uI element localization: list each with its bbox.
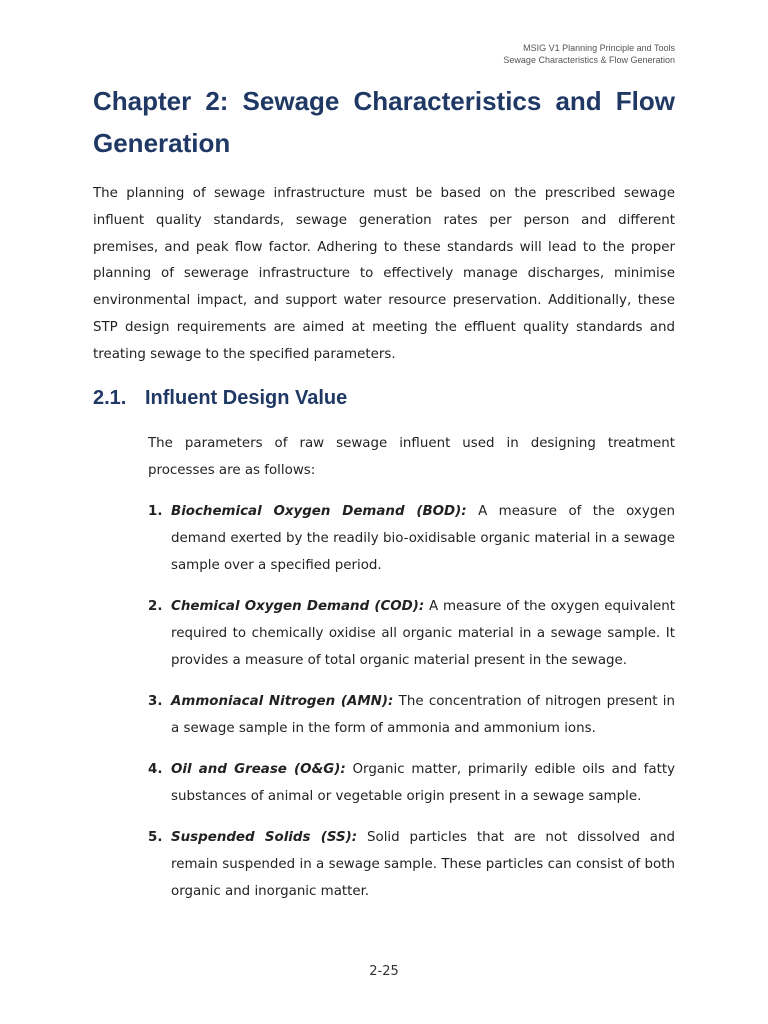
running-header — [503, 42, 675, 66]
list-item-term: Ammoniacal Nitrogen (AMN): — [171, 694, 394, 709]
section-heading — [93, 383, 347, 413]
chapter-title: Chapter 2: Sewage Characteristics and Flow Generation — [93, 86, 675, 158]
list-item-term: Chemical Oxygen Demand (COD): — [171, 599, 425, 614]
list-item-number: 1. — [148, 504, 163, 519]
list-item-term: Oil and Grease (O&G): — [171, 762, 346, 777]
list-item — [148, 825, 675, 905]
list-item-body — [171, 757, 675, 811]
list-item — [148, 499, 675, 579]
list-item-number: 4. — [148, 762, 163, 777]
list-item-body — [171, 689, 675, 743]
list-item — [148, 757, 675, 811]
list-item-description: Solid particles that are not dissolved and remain suspended in a sewage sample. These particles can consist of both organic and inorganic matter. — [171, 830, 675, 899]
list-item-description: A measure of the oxygen demand exerted by the readily bio-oxidisable organic material in a sewage sample over a specified period. — [171, 504, 676, 573]
section-intro-paragraph: The parameters of raw sewage influent used in designing treatment processes are as follows: — [148, 436, 675, 478]
list-item-body — [171, 499, 675, 579]
list-item-description: The concentration of nitrogen present in a sewage sample in the form of ammonia and ammonium ions. — [171, 694, 675, 736]
list-item-number: 5. — [148, 830, 163, 845]
list-item-number: 2. — [148, 599, 163, 614]
section-number: 2.1. — [93, 387, 127, 409]
list-item-number: 3. — [148, 694, 163, 709]
list-item — [148, 594, 675, 674]
list-item-body — [171, 825, 675, 905]
list-item-description: Organic matter, primarily edible oils and fatty substances of animal or vegetable origin present in a sewage sample. — [171, 762, 675, 804]
list-item-term: Biochemical Oxygen Demand (BOD): — [171, 504, 467, 519]
header-document-title: MSIG V1 Planning Principle and Tools — [523, 43, 675, 53]
list-item-body — [171, 594, 675, 674]
section-title: Influent Design Value — [145, 387, 348, 409]
header-chapter-title: Sewage Characteristics & Flow Generation — [503, 55, 675, 65]
list-item-description: A measure of the oxygen equivalent required to chemically oxidise all organic material in a sewage sample. It provides a measure of total organic material present in the sewage. — [171, 599, 675, 668]
intro-paragraph: The planning of sewage infrastructure must be based on the prescribed sewage influent quality standards, sewage generation rates per person and different premises, and peak flow factor. Adhering to these standards will lead to the proper planning of sewerage infrastructure to effectively manage discharges, minimise environmental impact, and support water resource preservation. Additionally, these STP design requirements are aimed at meeting the effluent quality standards and treating sewage to the specified parameters. — [93, 186, 675, 362]
list-item-term: Suspended Solids (SS): — [171, 830, 358, 845]
page-number: 2-25 — [369, 964, 399, 979]
list-item — [148, 689, 675, 743]
